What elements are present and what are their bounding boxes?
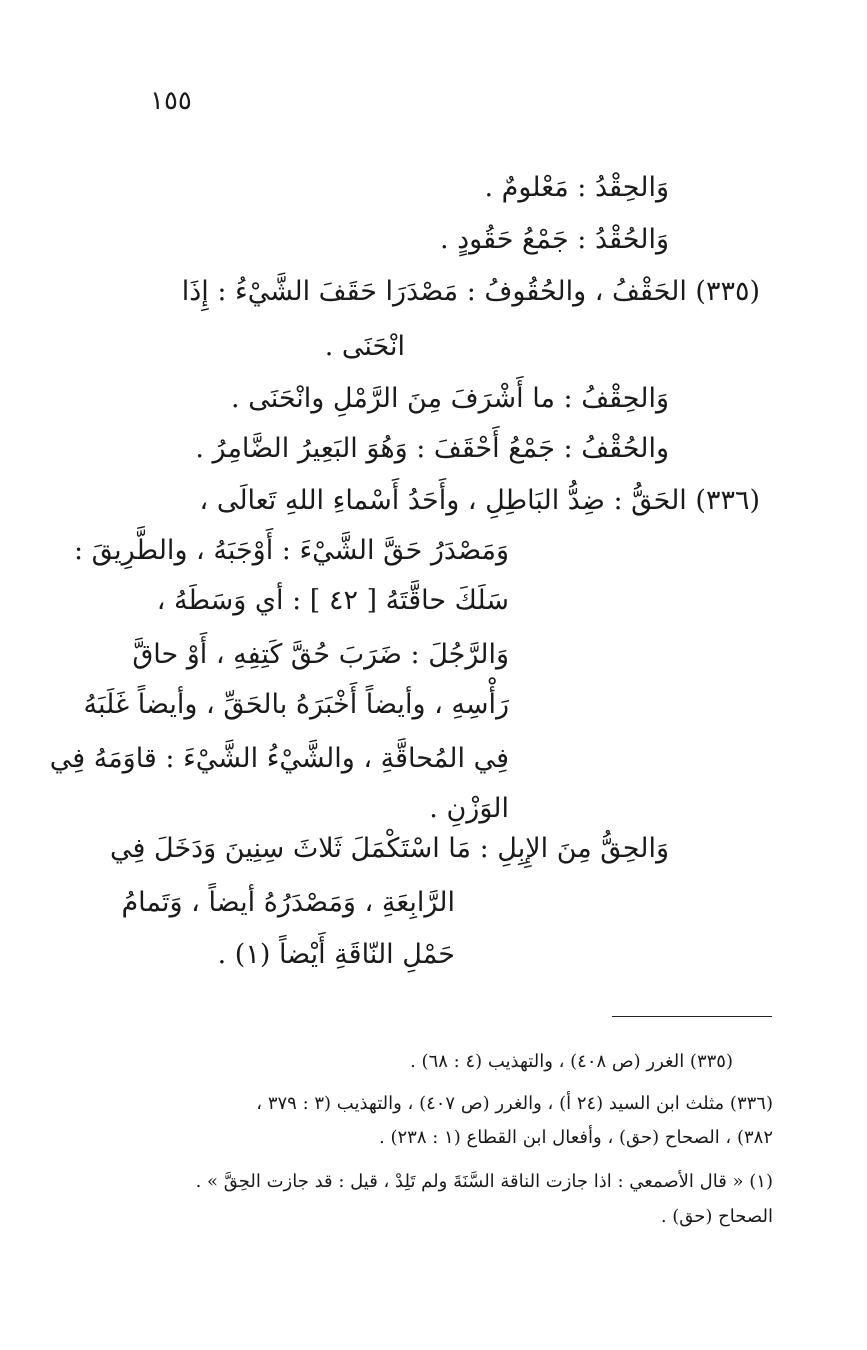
entry-line: الوَزْنِ .: [429, 793, 509, 824]
entry-line: رَأْسِهِ ، وأيضاً أَخْبَرَهُ بالحَقِّ ، وأيضاً غَلَبَهُ: [83, 689, 509, 720]
entry-line: وَالحِقُّ مِنَ الإِبِلِ : مَا اسْتَكْمَلَ ثَلاثَ سِنِينَ وَدَخَلَ فِي: [110, 833, 669, 864]
entry-line: وَالحِقْدُ : مَعْلومٌ .: [484, 172, 669, 203]
page-number: ١٥٥: [150, 86, 192, 116]
footnote: (٣٣٦) مثلث ابن السيد (٢٤ أ) ، والغرر (ص ٤٠٧) ، والتهذيب (٣ : ٣٧٩ ،: [256, 1093, 773, 1114]
entry-line: الرَّابِعَةِ ، وَمَصْدَرُهُ أيضاً ، وَتَمامُ: [121, 887, 455, 918]
entry-line: وَمَصْدَرُ حَقَّ الشَّيْءَ : أَوْجَبَهُ ، والطَّرِيقَ :: [73, 535, 509, 566]
footnote-separator: [612, 1016, 772, 1017]
entry-line: (٣٣٦) الحَقُّ : ضِدُّ البَاطِلِ ، وأَحَدُ أَسْماءِ اللهِ تَعالَى ،: [199, 485, 760, 516]
entry-line: (٣٣٥) الحَقْفُ ، والحُقُوفُ : مَصْدَرَا حَقَفَ الشَّيْءُ : إِذَا: [181, 276, 760, 307]
entry-line: وَالحُقْدُ : جَمْعُ حَقُودٍ .: [439, 224, 669, 255]
entry-line: سَلَكَ حاقَّتَهُ [ ٤٢ ] : أي وَسَطَهُ ،: [156, 585, 509, 616]
entry-line: والحُقْفُ : جَمْعُ أَحْقَفَ : وَهُوَ البَعِيرُ الضَّامِرُ .: [195, 433, 669, 464]
footnote: الصحاح (حق) .: [660, 1206, 773, 1227]
footnote: ٣٨٢) ، الصحاح (حق) ، وأفعال ابن القطاع (١ : ٢٣٨) .: [379, 1127, 773, 1148]
footnote: (١) « قال الأصمعي : اذا جازت الناقة السَّنَةَ ولم تَلِدْ ، قيل : قد جازت الحِقَّ » .: [195, 1171, 773, 1192]
entry-line: وَالرَّجُلَ : ضَرَبَ حُقَّ كَتِفِهِ ، أَوْ حاقَّ: [132, 639, 509, 670]
entry-line: انْحَنَى .: [324, 331, 405, 362]
entry-line: فِي المُحاقَّةِ ، والشَّيْءُ الشَّيْءَ : قاوَمَهُ فِي: [49, 743, 509, 774]
entry-line: حَمْلِ النّاقَةِ أَيْضاً (١) .: [217, 939, 455, 970]
footnote: (٣٣٥) الغرر (ص ٤٠٨) ، والتهذيب (٤ : ٦٨) .: [410, 1051, 733, 1072]
entry-line: وَالحِقْفُ : ما أَشْرَفَ مِنَ الرَّمْلِ وانْحَنَى .: [231, 383, 669, 414]
